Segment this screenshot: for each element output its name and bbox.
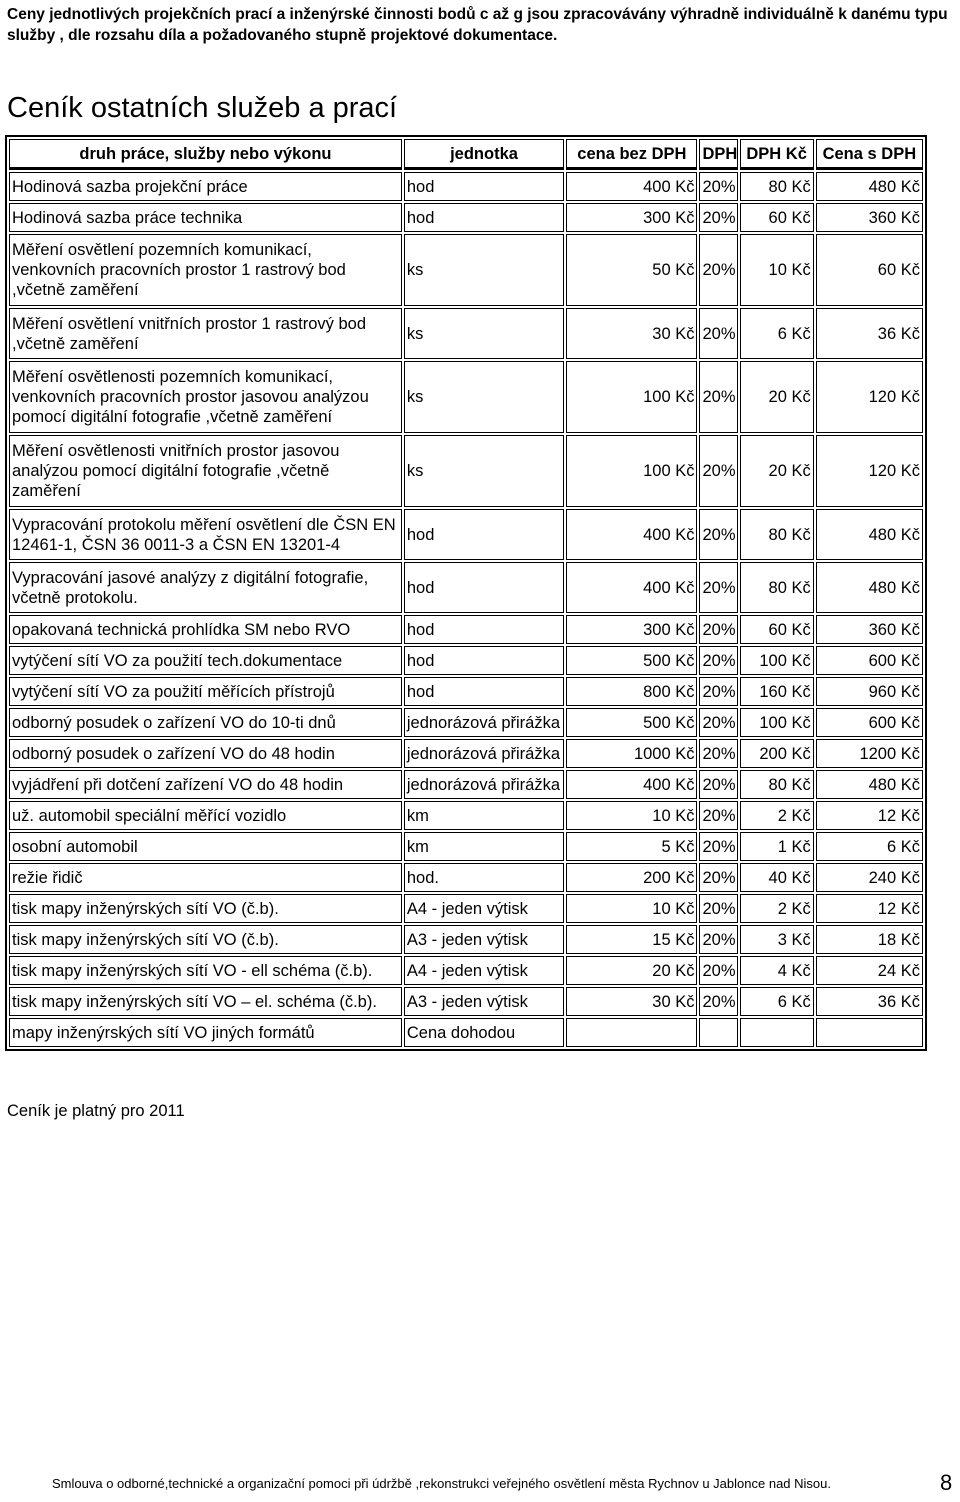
cell-description: odborný posudek o zařízení VO do 48 hodin: [9, 739, 402, 768]
cell-vat-amount: 200 Kč: [740, 739, 814, 768]
table-row: [9, 770, 923, 799]
cell-vat: 20%: [699, 987, 737, 1016]
cell-unit: hod: [404, 677, 564, 706]
cell-vat: [699, 1018, 737, 1047]
cell-vat: 20%: [699, 677, 737, 706]
cell-total: [816, 1018, 923, 1047]
cell-description: vyjádření při dotčení zařízení VO do 48 hodin: [9, 770, 402, 799]
cell-vat: 20%: [699, 435, 737, 507]
cell-description: tisk mapy inženýrských sítí VO (č.b).: [9, 925, 402, 954]
table-row: [9, 203, 923, 232]
cell-total: 600 Kč: [816, 708, 923, 737]
table-row: [9, 435, 923, 507]
cell-total: 480 Kč: [816, 509, 923, 560]
cell-unit: A4 - jeden výtisk: [404, 956, 564, 985]
cell-price: 30 Kč: [566, 987, 697, 1016]
cell-unit: A4 - jeden výtisk: [404, 894, 564, 923]
cell-unit: hod: [404, 172, 564, 201]
header-total: Cena s DPH: [816, 139, 923, 170]
cell-description: Měření osvětlení vnitřních prostor 1 rastrový bod ,včetně zaměření: [9, 308, 402, 359]
validity-note: Ceník je platný pro 2011: [7, 1102, 185, 1120]
cell-vat: 20%: [699, 801, 737, 830]
cell-vat: 20%: [699, 203, 737, 232]
table-row: [9, 956, 923, 985]
page-number: 8: [940, 1470, 953, 1495]
cell-vat: 20%: [699, 894, 737, 923]
cell-vat: 20%: [699, 863, 737, 892]
cell-unit: A3 - jeden výtisk: [404, 987, 564, 1016]
cell-vat-amount: 1 Kč: [740, 832, 814, 861]
cell-total: 12 Kč: [816, 801, 923, 830]
intro-text: Ceny jednotlivých projekčních prací a inženýrské činnosti bodů c až g jsou zpracovávány výhradně individuálně k danému typu služby , dle rozsahu díla a požadovaného stupně projektové dokumentace.: [7, 6, 948, 44]
cell-vat: 20%: [699, 562, 737, 613]
cell-price: 30 Kč: [566, 308, 697, 359]
table-row: [9, 562, 923, 613]
cell-unit: km: [404, 832, 564, 861]
price-table-body: [9, 172, 923, 1047]
cell-price: 400 Kč: [566, 172, 697, 201]
cell-description: Měření osvětlení pozemních komunikací, venkovních pracovních prostor 1 rastrový bod ,včetně zaměření: [9, 234, 402, 306]
cell-price: 15 Kč: [566, 925, 697, 954]
cell-unit: jednorázová přirážka: [404, 708, 564, 737]
cell-total: 12 Kč: [816, 894, 923, 923]
cell-vat: 20%: [699, 308, 737, 359]
cell-vat: 20%: [699, 770, 737, 799]
table-row: [9, 172, 923, 201]
cell-vat-amount: 4 Kč: [740, 956, 814, 985]
price-table: [5, 135, 927, 1051]
table-row: [9, 615, 923, 644]
cell-unit: hod: [404, 509, 564, 560]
table-row: [9, 708, 923, 737]
cell-vat-amount: 6 Kč: [740, 987, 814, 1016]
cell-price: 800 Kč: [566, 677, 697, 706]
cell-vat: 20%: [699, 708, 737, 737]
table-row: [9, 361, 923, 433]
cell-total: 18 Kč: [816, 925, 923, 954]
cell-price: 10 Kč: [566, 894, 697, 923]
cell-unit: jednorázová přirážka: [404, 739, 564, 768]
cell-vat: 20%: [699, 646, 737, 675]
cell-total: 24 Kč: [816, 956, 923, 985]
cell-unit: Cena dohodou: [404, 1018, 564, 1047]
table-row: [9, 1018, 923, 1047]
cell-total: 480 Kč: [816, 562, 923, 613]
cell-vat-amount: 20 Kč: [740, 435, 814, 507]
cell-unit: A3 - jeden výtisk: [404, 925, 564, 954]
cell-total: 36 Kč: [816, 308, 923, 359]
cell-total: 480 Kč: [816, 770, 923, 799]
cell-vat-amount: 80 Kč: [740, 562, 814, 613]
cell-vat: 20%: [699, 509, 737, 560]
cell-vat-amount: 6 Kč: [740, 308, 814, 359]
table-row: [9, 234, 923, 306]
cell-total: 1200 Kč: [816, 739, 923, 768]
table-header-row: [9, 139, 923, 170]
table-row: [9, 987, 923, 1016]
cell-vat: 20%: [699, 832, 737, 861]
cell-description: tisk mapy inženýrských sítí VO – el. schéma (č.b).: [9, 987, 402, 1016]
cell-total: 6 Kč: [816, 832, 923, 861]
cell-price: 300 Kč: [566, 615, 697, 644]
cell-description: opakovaná technická prohlídka SM nebo RVO: [9, 615, 402, 644]
cell-description: Hodinová sazba projekční práce: [9, 172, 402, 201]
cell-unit: ks: [404, 308, 564, 359]
cell-price: 400 Kč: [566, 562, 697, 613]
page-footer: Smlouva o odborné,technické a organizační pomoci při údržbě ,rekonstrukci veřejného osvětlení města Rychnov u Jablonce nad Nisou.: [52, 1476, 831, 1491]
cell-unit: ks: [404, 234, 564, 306]
cell-unit: hod: [404, 646, 564, 675]
cell-total: 360 Kč: [816, 615, 923, 644]
cell-unit: jednorázová přirážka: [404, 770, 564, 799]
table-row: [9, 646, 923, 675]
table-row: [9, 739, 923, 768]
cell-total: 60 Kč: [816, 234, 923, 306]
cell-price: 100 Kč: [566, 361, 697, 433]
cell-price: 10 Kč: [566, 801, 697, 830]
cell-description: Měření osvětlenosti pozemních komunikací, venkovních pracovních prostor jasovou analýzou pomocí digitální fotografie ,včetně zaměření: [9, 361, 402, 433]
cell-vat-amount: 60 Kč: [740, 615, 814, 644]
header-description: druh práce, služby nebo výkonu: [9, 139, 402, 170]
table-row: [9, 801, 923, 830]
cell-vat-amount: [740, 1018, 814, 1047]
table-row: [9, 308, 923, 359]
table-row: [9, 925, 923, 954]
cell-vat-amount: 10 Kč: [740, 234, 814, 306]
cell-price: 500 Kč: [566, 646, 697, 675]
cell-description: Hodinová sazba práce technika: [9, 203, 402, 232]
header-price: cena bez DPH: [566, 139, 697, 170]
table-row: [9, 509, 923, 560]
cell-description: režie řidič: [9, 863, 402, 892]
header-vat: DPH: [699, 139, 737, 170]
cell-price: 20 Kč: [566, 956, 697, 985]
cell-price: 400 Kč: [566, 770, 697, 799]
cell-price: [566, 1018, 697, 1047]
cell-unit: ks: [404, 435, 564, 507]
cell-price: 50 Kč: [566, 234, 697, 306]
cell-total: 36 Kč: [816, 987, 923, 1016]
cell-description: Vypracování protokolu měření osvětlení dle ČSN EN 12461-1, ČSN 36 0011-3 a ČSN EN 13201-4: [9, 509, 402, 560]
cell-vat-amount: 160 Kč: [740, 677, 814, 706]
cell-vat: 20%: [699, 739, 737, 768]
cell-vat: 20%: [699, 615, 737, 644]
cell-vat-amount: 80 Kč: [740, 770, 814, 799]
cell-vat: 20%: [699, 234, 737, 306]
cell-vat-amount: 20 Kč: [740, 361, 814, 433]
cell-description: osobní automobil: [9, 832, 402, 861]
cell-unit: ks: [404, 361, 564, 433]
cell-price: 200 Kč: [566, 863, 697, 892]
cell-description: už. automobil speciální měřící vozidlo: [9, 801, 402, 830]
cell-price: 100 Kč: [566, 435, 697, 507]
table-row: [9, 832, 923, 861]
cell-total: 360 Kč: [816, 203, 923, 232]
cell-vat-amount: 100 Kč: [740, 646, 814, 675]
cell-vat-amount: 80 Kč: [740, 172, 814, 201]
cell-description: Vypracování jasové analýzy z digitální fotografie, včetně protokolu.: [9, 562, 402, 613]
cell-vat-amount: 2 Kč: [740, 894, 814, 923]
header-vat-amount: DPH Kč: [740, 139, 814, 170]
cell-vat-amount: 2 Kč: [740, 801, 814, 830]
cell-description: mapy inženýrských sítí VO jiných formátů: [9, 1018, 402, 1047]
cell-vat: 20%: [699, 172, 737, 201]
cell-unit: km: [404, 801, 564, 830]
cell-description: vytýčení sítí VO za použití tech.dokumentace: [9, 646, 402, 675]
cell-price: 500 Kč: [566, 708, 697, 737]
table-row: [9, 863, 923, 892]
cell-price: 400 Kč: [566, 509, 697, 560]
cell-vat: 20%: [699, 361, 737, 433]
cell-description: tisk mapy inženýrských sítí VO (č.b).: [9, 894, 402, 923]
cell-vat-amount: 80 Kč: [740, 509, 814, 560]
cell-vat-amount: 100 Kč: [740, 708, 814, 737]
cell-description: vytýčení sítí VO za použití měřících přístrojů: [9, 677, 402, 706]
cell-unit: hod.: [404, 863, 564, 892]
cell-vat: 20%: [699, 925, 737, 954]
cell-total: 480 Kč: [816, 172, 923, 201]
cell-description: odborný posudek o zařízení VO do 10-ti dnů: [9, 708, 402, 737]
table-row: [9, 677, 923, 706]
cell-vat: 20%: [699, 956, 737, 985]
cell-total: 120 Kč: [816, 361, 923, 433]
cell-total: 120 Kč: [816, 435, 923, 507]
cell-vat-amount: 40 Kč: [740, 863, 814, 892]
page-heading: Ceník ostatních služeb a prací: [7, 92, 398, 124]
cell-unit: hod: [404, 562, 564, 613]
cell-total: 600 Kč: [816, 646, 923, 675]
cell-description: tisk mapy inženýrských sítí VO - ell schéma (č.b).: [9, 956, 402, 985]
cell-total: 960 Kč: [816, 677, 923, 706]
cell-unit: hod: [404, 615, 564, 644]
cell-total: 240 Kč: [816, 863, 923, 892]
cell-description: Měření osvětlenosti vnitřních prostor jasovou analýzou pomocí digitální fotografie ,včetně zaměření: [9, 435, 402, 507]
cell-price: 300 Kč: [566, 203, 697, 232]
cell-price: 5 Kč: [566, 832, 697, 861]
cell-vat-amount: 3 Kč: [740, 925, 814, 954]
cell-price: 1000 Kč: [566, 739, 697, 768]
cell-unit: hod: [404, 203, 564, 232]
cell-vat-amount: 60 Kč: [740, 203, 814, 232]
table-row: [9, 894, 923, 923]
header-unit: jednotka: [404, 139, 564, 170]
